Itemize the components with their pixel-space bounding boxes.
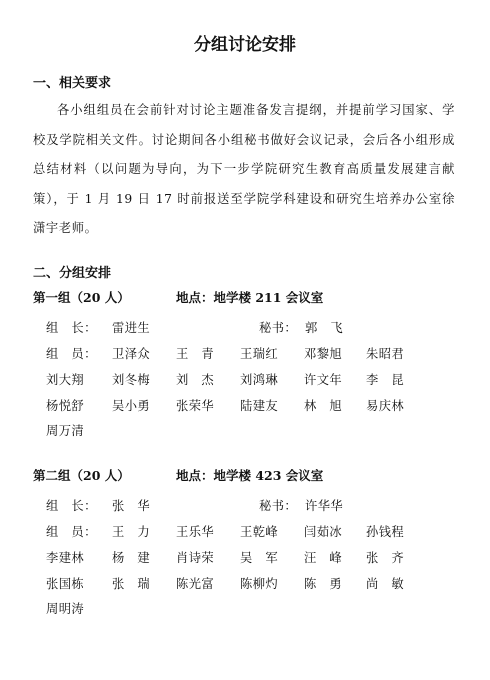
group-1-leader: 雷进生: [112, 321, 151, 335]
member-name: 刘大翔: [46, 373, 85, 387]
member-name: 陈 勇: [304, 577, 343, 591]
member-name: 邓黎旭: [304, 347, 343, 361]
group-1-secretary: 郭 飞: [305, 321, 344, 335]
member-name: 王乾峰: [240, 525, 279, 539]
member-name: 陆建友: [240, 399, 279, 413]
requirements-paragraph: 各小组组员在会前针对讨论主题准备发言提纲，并提前学习国家、学校及学院相关文件。讨论期间各小组秘书做好会议记录，会后各小组形成总结材料（以问题为导向，为下一步学院研究生教育高质量发展建言献策），于 1 月 19 日 17 时前报送至学院学科建设和研究生培养办公室徐潇宇老师。: [33, 103, 455, 235]
member-name: 王 青: [176, 347, 215, 361]
leader-label: 组 长：: [46, 499, 97, 513]
group-1-members-row-2: [0, 370, 490, 392]
member-name: 李建林: [46, 551, 85, 565]
document-title: 分组讨论安排: [194, 35, 296, 55]
member-name: 林 旭: [304, 399, 343, 413]
group-1-name: 第一组（20 人）: [33, 290, 130, 305]
member-label: 组 员：: [46, 525, 97, 539]
member-name: 李 昆: [366, 373, 405, 387]
member-name: 陈柳灼: [240, 577, 279, 591]
member-name: 肖诗荣: [176, 551, 215, 565]
secretary-label: 秘书：: [259, 321, 298, 335]
member-name: 吴小勇: [112, 399, 151, 413]
member-name: 卫泽众: [112, 347, 151, 361]
group-1-members-row-3: [0, 396, 490, 418]
member-name: 易庆林: [366, 399, 405, 413]
leader-label: 组 长：: [46, 321, 97, 335]
member-name: 王瑞红: [240, 347, 279, 361]
member-name: 张 瑞: [112, 577, 151, 591]
member-name: 闫茹冰: [304, 525, 343, 539]
group-1-leader-row: [0, 318, 490, 340]
group-2-members-row-3: [0, 574, 490, 596]
group-1-location: 地点：地学楼 211 会议室: [176, 290, 324, 305]
group-2-members-row-4: [0, 599, 490, 621]
section-heading-groups: 二、分组安排: [33, 266, 112, 281]
member-name: 朱昭君: [366, 347, 405, 361]
member-name: 周万清: [46, 424, 85, 438]
member-name: 张荣华: [176, 399, 215, 413]
member-name: 许文年: [304, 373, 343, 387]
member-name: 陈光富: [176, 577, 215, 591]
group-2-header: [33, 466, 324, 484]
member-name: 刘鸿琳: [240, 373, 279, 387]
group-2-leader-row: [0, 496, 490, 518]
group-2-members-row-1: [0, 522, 490, 544]
group-1-members-row-1: [0, 344, 490, 366]
member-name: 张国栋: [46, 577, 85, 591]
member-label: 组 员：: [46, 347, 97, 361]
member-name: 孙钱程: [366, 525, 405, 539]
member-name: 尚 敏: [366, 577, 405, 591]
member-name: 杨 建: [112, 551, 151, 565]
member-name: 王 力: [112, 525, 151, 539]
member-name: 杨悦舒: [46, 399, 85, 413]
group-2-leader: 张 华: [112, 499, 151, 513]
member-name: 汪 峰: [304, 551, 343, 565]
member-name: 张 齐: [366, 551, 405, 565]
section-heading-requirements: 一、相关要求: [33, 76, 112, 91]
member-name: 周明涛: [46, 602, 85, 616]
group-1-members-row-4: [0, 421, 490, 443]
secretary-label: 秘书：: [259, 499, 298, 513]
member-name: 吴 军: [240, 551, 279, 565]
member-name: 刘冬梅: [112, 373, 151, 387]
member-name: 刘 杰: [176, 373, 215, 387]
group-2-secretary: 许华华: [305, 499, 344, 513]
group-2-members-row-2: [0, 548, 490, 570]
group-2-name: 第二组（20 人）: [33, 468, 130, 483]
group-2-location: 地点：地学楼 423 会议室: [176, 468, 324, 483]
group-1-header: [33, 288, 324, 306]
member-name: 王乐华: [176, 525, 215, 539]
